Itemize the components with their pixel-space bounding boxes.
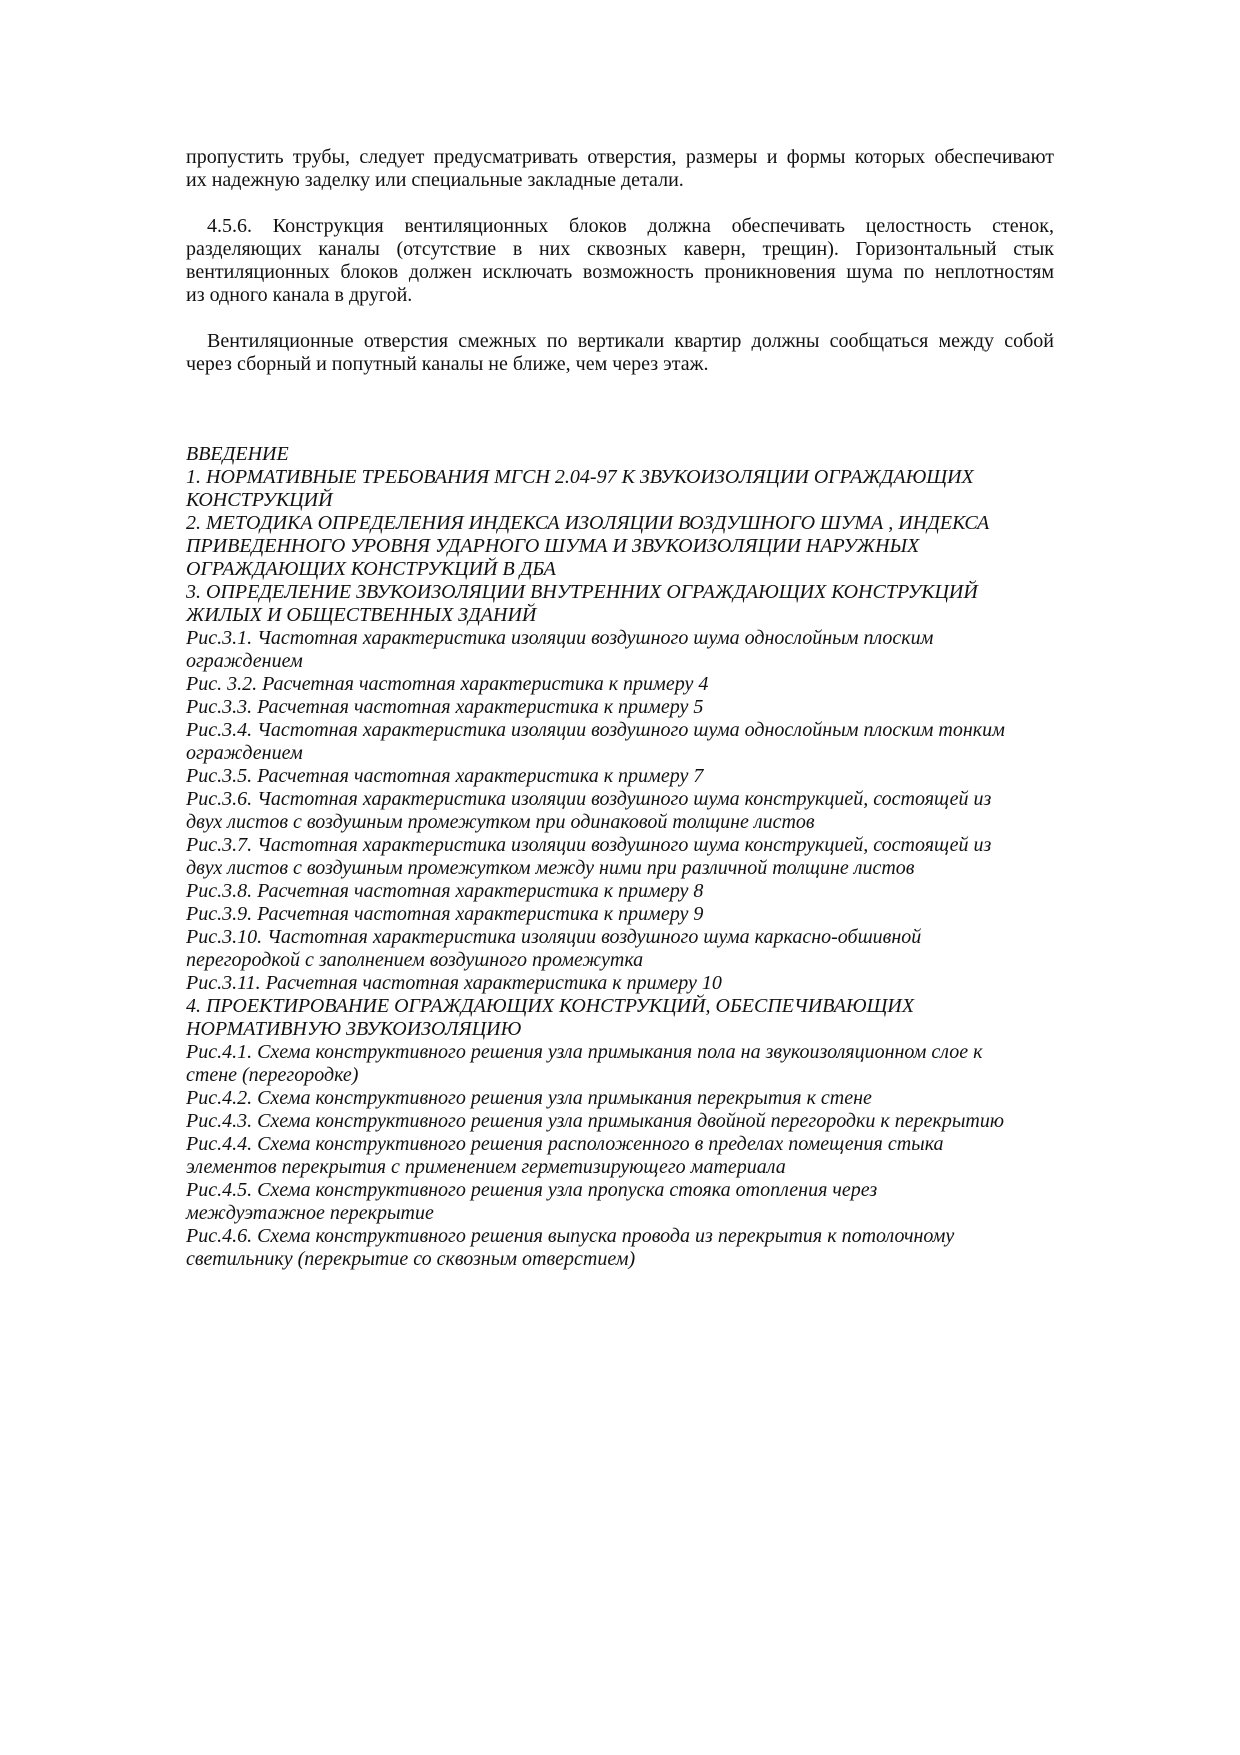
toc-item-line: КОНСТРУКЦИЙ xyxy=(186,489,333,511)
toc-item-line: двух листов с воздушным промежутком между ними при различной толщине листов xyxy=(186,857,915,879)
toc-item-line: 4. ПРОЕКТИРОВАНИЕ ОГРАЖДАЮЩИХ КОНСТРУКЦИЙ, ОБЕСПЕЧИВАЮЩИХ xyxy=(186,995,915,1017)
toc-item-line: ограждением xyxy=(186,742,303,764)
toc-item-line: Рис.3.6. Частотная характеристика изоляции воздушного шума конструкцией, состоящей из xyxy=(186,788,992,810)
toc-item-line: Рис.3.9. Расчетная частотная характеристика к примеру 9 xyxy=(186,903,704,925)
toc-item-line: Рис. 3.2. Расчетная частотная характеристика к примеру 4 xyxy=(186,673,709,695)
paragraph-line: через сборный и попутный каналы не ближе, чем через этаж. xyxy=(186,353,709,375)
toc-item-line: ЖИЛЫХ И ОБЩЕСТВЕННЫХ ЗДАНИЙ xyxy=(186,604,537,626)
toc-item-line: Рис.4.2. Схема конструктивного решения узла примыкания перекрытия к стене xyxy=(186,1087,872,1109)
toc-item[interactable] xyxy=(186,972,1054,995)
toc-item-line: Рис.4.4. Схема конструктивного решения расположенного в пределах помещения стыка xyxy=(186,1133,944,1155)
toc-item[interactable] xyxy=(186,995,1054,1041)
toc-item-line: Рис.4.5. Схема конструктивного решения узла пропуска стояка отопления через xyxy=(186,1179,878,1201)
toc-item-line: 1. НОРМАТИВНЫЕ ТРЕБОВАНИЯ МГСН 2.04-97 К ЗВУКОИЗОЛЯЦИИ ОГРАЖДАЮЩИХ xyxy=(186,466,974,488)
toc-item-line: Рис.4.3. Схема конструктивного решения узла примыкания двойной перегородки к перекрытию xyxy=(186,1110,1004,1132)
toc-item-line: стене (перегородке) xyxy=(186,1064,359,1086)
toc-item[interactable] xyxy=(186,1225,1054,1271)
paragraph xyxy=(186,215,1054,307)
toc-item[interactable] xyxy=(186,1110,1054,1133)
paragraph-line: Вентиляционные отверстия смежных по вертикали квартир должны сообщаться между собой xyxy=(207,330,1054,352)
toc-item-line: Рис.4.1. Схема конструктивного решения узла примыкания пола на звукоизоляционном слое к xyxy=(186,1041,983,1063)
toc-item[interactable] xyxy=(186,1087,1054,1110)
paragraph-line: 4.5.6. Конструкция вентиляционных блоков должна обеспечивать целостность стенок, xyxy=(207,215,1054,237)
toc-item-line: Рис.3.5. Расчетная частотная характеристика к примеру 7 xyxy=(186,765,704,787)
toc-item-line: светильнику (перекрытие со сквозным отверстием) xyxy=(186,1248,636,1270)
toc-item-line: 2. МЕТОДИКА ОПРЕДЕЛЕНИЯ ИНДЕКСА ИЗОЛЯЦИИ ВОЗДУШНОГО ШУМА , ИНДЕКСА xyxy=(186,512,990,534)
toc-item[interactable] xyxy=(186,443,1054,466)
toc-item[interactable] xyxy=(186,512,1054,581)
body-text xyxy=(186,146,1054,399)
toc-item-line: Рис.3.10. Частотная характеристика изоляции воздушного шума каркасно-обшивной xyxy=(186,926,922,948)
toc-item-line: НОРМАТИВНУЮ ЗВУКОИЗОЛЯЦИЮ xyxy=(186,1018,522,1040)
paragraph-line: вентиляционных блоков должен исключать возможность проникновения шума по неплотностям xyxy=(186,261,1054,283)
toc-item-line: Рис.3.3. Расчетная частотная характеристика к примеру 5 xyxy=(186,696,704,718)
toc-item[interactable] xyxy=(186,673,1054,696)
toc-item[interactable] xyxy=(186,627,1054,673)
toc-item[interactable] xyxy=(186,696,1054,719)
paragraph-line: разделяющих каналы (отсутствие в них сквозных каверн, трещин). Горизонтальный стык xyxy=(186,238,1054,260)
toc-item-line: Рис.4.6. Схема конструктивного решения выпуска провода из перекрытия к потолочному xyxy=(186,1225,955,1247)
paragraph-line: их надежную заделку или специальные закладные детали. xyxy=(186,169,684,191)
table-of-contents xyxy=(186,443,1054,1271)
paragraph-line: пропустить трубы, следует предусматривать отверстия, размеры и формы которых обеспечивают xyxy=(186,146,1054,168)
paragraph xyxy=(186,146,1054,192)
toc-item[interactable] xyxy=(186,903,1054,926)
toc-item-line: двух листов с воздушным промежутком при одинаковой толщине листов xyxy=(186,811,815,833)
toc-item[interactable] xyxy=(186,834,1054,880)
toc-item-line: ОГРАЖДАЮЩИХ КОНСТРУКЦИЙ В ДБА xyxy=(186,558,556,580)
toc-item-line: ПРИВЕДЕННОГО УРОВНЯ УДАРНОГО ШУМА И ЗВУКОИЗОЛЯЦИИ НАРУЖНЫХ xyxy=(186,535,920,557)
toc-item[interactable] xyxy=(186,926,1054,972)
toc-item-line: ограждением xyxy=(186,650,303,672)
toc-item[interactable] xyxy=(186,719,1054,765)
toc-item-line: Рис.3.8. Расчетная частотная характеристика к примеру 8 xyxy=(186,880,704,902)
toc-item[interactable] xyxy=(186,880,1054,903)
toc-item-line: ВВЕДЕНИЕ xyxy=(186,443,289,465)
toc-item-line: элементов перекрытия с применением герметизирующего материала xyxy=(186,1156,786,1178)
toc-item[interactable] xyxy=(186,466,1054,512)
toc-item[interactable] xyxy=(186,1179,1054,1225)
paragraph-line: из одного канала в другой. xyxy=(186,284,413,306)
toc-item[interactable] xyxy=(186,1041,1054,1087)
toc-item-line: Рис.3.1. Частотная характеристика изоляции воздушного шума однослойным плоским xyxy=(186,627,934,649)
toc-item-line: Рис.3.4. Частотная характеристика изоляции воздушного шума однослойным плоским тонким xyxy=(186,719,1005,741)
toc-item[interactable] xyxy=(186,788,1054,834)
toc-item-line: 3. ОПРЕДЕЛЕНИЕ ЗВУКОИЗОЛЯЦИИ ВНУТРЕННИХ ОГРАЖДАЮЩИХ КОНСТРУКЦИЙ xyxy=(186,581,978,603)
toc-item-line: перегородкой с заполнением воздушного промежутка xyxy=(186,949,644,971)
toc-item[interactable] xyxy=(186,1133,1054,1179)
toc-item[interactable] xyxy=(186,765,1054,788)
paragraph xyxy=(186,330,1054,376)
toc-item-line: междуэтажное перекрытие xyxy=(186,1202,434,1224)
toc-item-line: Рис.3.11. Расчетная частотная характеристика к примеру 10 xyxy=(186,972,722,994)
toc-item[interactable] xyxy=(186,581,1054,627)
toc-item-line: Рис.3.7. Частотная характеристика изоляции воздушного шума конструкцией, состоящей из xyxy=(186,834,992,856)
